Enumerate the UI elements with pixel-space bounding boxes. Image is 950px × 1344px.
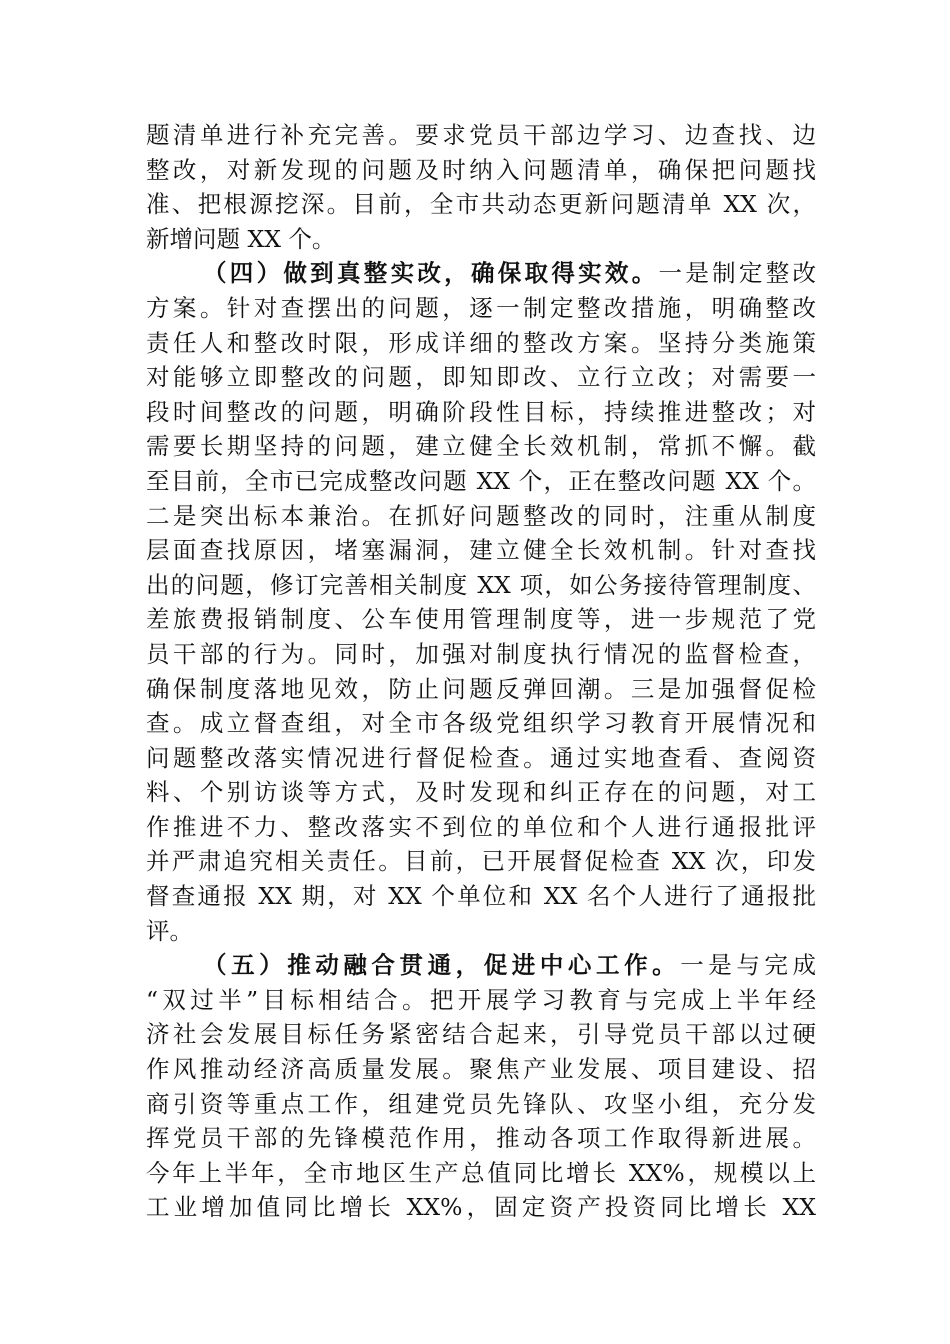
paragraph-line: 二是突出标本兼治。在抓好问题整改的同时，注重从制度 xyxy=(146,501,816,530)
paragraph-line: 新增问题 XX 个。 xyxy=(146,224,336,253)
paragraph-line: 题清单进行补充完善。要求党员干部边学习、边查找、边 xyxy=(146,121,816,149)
paragraph-line: 方案。针对查摆出的问题，逐一制定整改措施，明确整改 xyxy=(146,293,816,322)
paragraph-line: 挥党员干部的先锋模范作用，推动各项工作取得新进展。 xyxy=(146,1124,816,1153)
paragraph-line: 济社会发展目标任务紧密结合起来，引导党员干部以过硬 xyxy=(146,1020,816,1049)
paragraph-line: 作推进不力、整改落实不到位的单位和个人进行通报批评 xyxy=(146,812,816,841)
heading-line-rest: 一是制定整改 xyxy=(658,259,817,288)
document-body xyxy=(146,118,816,1225)
paragraph-line: 作风推动经济高质量发展。聚焦产业发展、项目建设、招 xyxy=(146,1055,816,1084)
paragraph-line: 督查通报 XX 期，对 XX 个单位和 XX 名个人进行了通报批 xyxy=(146,882,816,911)
paragraph-line: 至目前，全市已完成整改问题 XX 个，正在整改问题 XX 个。 xyxy=(146,466,816,495)
section-heading-line xyxy=(146,256,816,291)
section-heading: （五）推动融合贯通，促进中心工作。 xyxy=(203,951,681,980)
section-heading-line xyxy=(146,948,816,983)
section-heading: （四）做到真整实改，确保取得实效。 xyxy=(203,259,659,288)
paragraph-line: 出的问题，修订完善相关制度 XX 项，如公务接待管理制度、 xyxy=(146,570,816,599)
paragraph-line: 层面查找原因，堵塞漏洞，建立健全长效机制。针对查找 xyxy=(146,536,816,565)
paragraph-line: 准、把根源挖深。目前，全市共动态更新问题清单 XX 次， xyxy=(146,190,816,219)
paragraph-line: 确保制度落地见效，防止问题反弹回潮。三是加强督促检 xyxy=(146,674,816,703)
paragraph-line: 并严肃追究相关责任。目前，已开展督促检查 XX 次，印发 xyxy=(146,847,816,876)
paragraph-line: 商引资等重点工作，组建党员先锋队、攻坚小组，充分发 xyxy=(146,1089,816,1118)
paragraph-line: 对能够立即整改的问题，即知即改、立行立改；对需要一 xyxy=(146,363,816,392)
paragraph-line: 今年上半年，全市地区生产总值同比增长 XX%，规模以上 xyxy=(146,1158,816,1187)
paragraph-line: 段时间整改的问题，明确阶段性目标，持续推进整改；对 xyxy=(146,397,816,426)
paragraph-line: 整改，对新发现的问题及时纳入问题清单，确保把问题找 xyxy=(146,155,816,184)
heading-line-rest: 一是与完成 xyxy=(680,951,817,980)
paragraph-line: “双过半”目标相结合。把开展学习教育与完成上半年经 xyxy=(146,985,816,1014)
paragraph-line: 工业增加值同比增长 XX%，固定资产投资同比增长 XX xyxy=(146,1193,816,1222)
paragraph-line: 评。 xyxy=(146,916,193,945)
paragraph-line: 查。成立督查组，对全市各级党组织学习教育开展情况和 xyxy=(146,709,816,738)
paragraph-line: 料、个别访谈等方式，及时发现和纠正存在的问题，对工 xyxy=(146,778,816,807)
paragraph-line: 差旅费报销制度、公车使用管理制度等，进一步规范了党 xyxy=(146,605,816,634)
paragraph-line: 员干部的行为。同时，加强对制度执行情况的监督检查， xyxy=(146,639,816,668)
paragraph-line: 问题整改落实情况进行督促检查。通过实地查看、查阅资 xyxy=(146,743,816,772)
paragraph-line: 责任人和整改时限，形成详细的整改方案。坚持分类施策 xyxy=(146,328,816,357)
paragraph-line: 需要长期坚持的问题，建立健全长效机制，常抓不懈。截 xyxy=(146,432,816,461)
